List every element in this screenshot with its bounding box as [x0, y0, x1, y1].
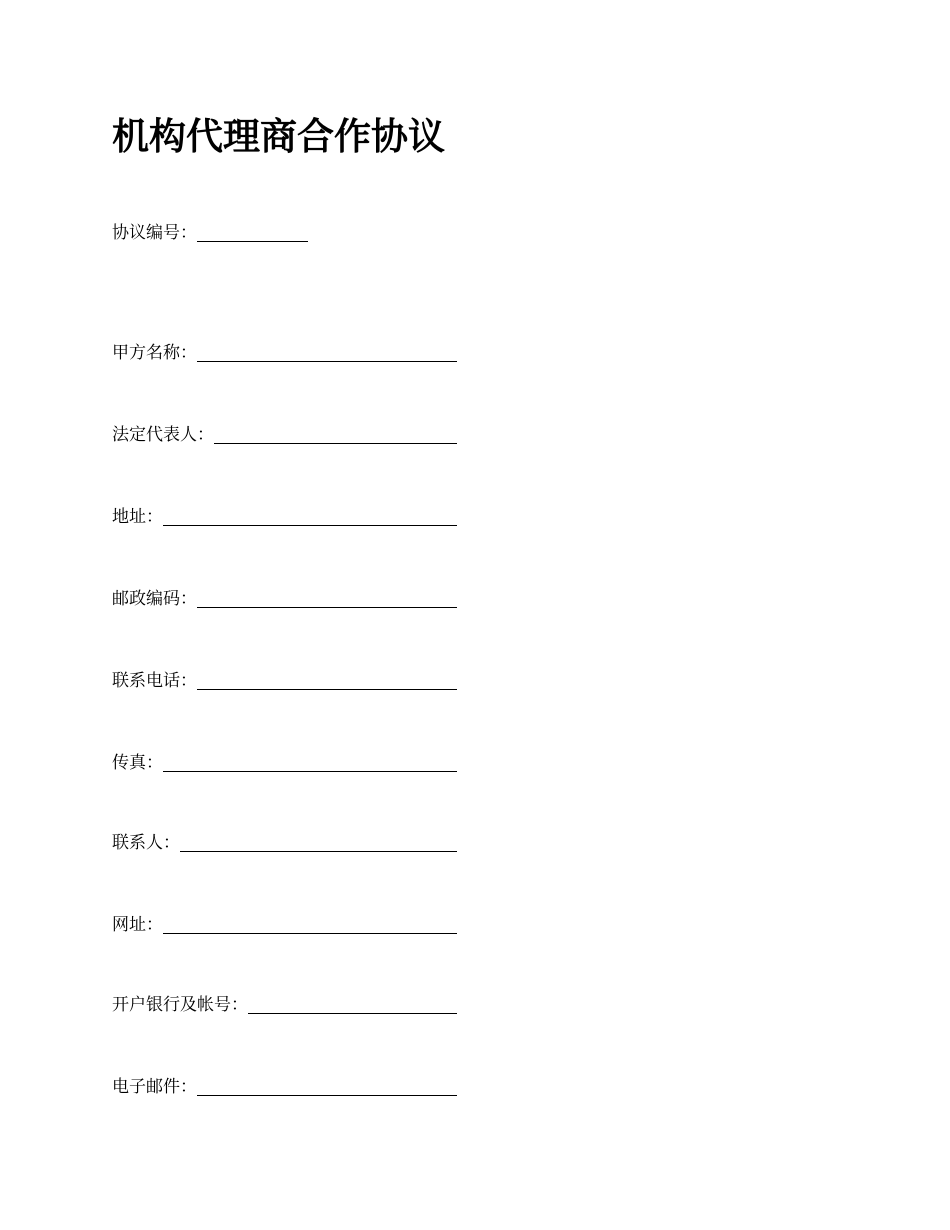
party-a-name-blank[interactable] — [197, 343, 457, 362]
email-label: 电子邮件： — [112, 1077, 197, 1097]
legal-representative-field — [112, 422, 457, 446]
postal-code-field — [112, 586, 457, 610]
agreement-number-label: 协议编号： — [112, 223, 197, 243]
website-label: 网址： — [112, 915, 163, 935]
website-field — [112, 912, 457, 936]
contact-person-blank[interactable] — [180, 833, 457, 852]
contact-person-label: 联系人： — [112, 833, 180, 853]
agreement-number-blank[interactable] — [197, 223, 308, 242]
address-field — [112, 504, 457, 528]
document-title: 机构代理商合作协议 — [112, 114, 445, 158]
address-blank[interactable] — [163, 507, 457, 526]
address-label: 地址： — [112, 507, 163, 527]
fax-field — [112, 750, 457, 774]
phone-field — [112, 668, 457, 692]
fax-blank[interactable] — [163, 753, 457, 772]
party-a-name-label: 甲方名称： — [112, 343, 197, 363]
phone-blank[interactable] — [197, 671, 457, 690]
fax-label: 传真： — [112, 753, 163, 773]
postal-code-blank[interactable] — [197, 589, 457, 608]
bank-account-label: 开户银行及帐号： — [112, 995, 248, 1015]
bank-account-blank[interactable] — [248, 995, 457, 1014]
bank-account-field — [112, 992, 457, 1016]
email-field — [112, 1074, 457, 1098]
website-blank[interactable] — [163, 915, 457, 934]
legal-representative-blank[interactable] — [214, 425, 457, 444]
party-a-name-field — [112, 340, 457, 364]
postal-code-label: 邮政编码： — [112, 589, 197, 609]
agreement-number-field — [112, 220, 308, 244]
email-blank[interactable] — [197, 1077, 457, 1096]
phone-label: 联系电话： — [112, 671, 197, 691]
legal-representative-label: 法定代表人： — [112, 425, 214, 445]
contact-person-field — [112, 830, 457, 854]
